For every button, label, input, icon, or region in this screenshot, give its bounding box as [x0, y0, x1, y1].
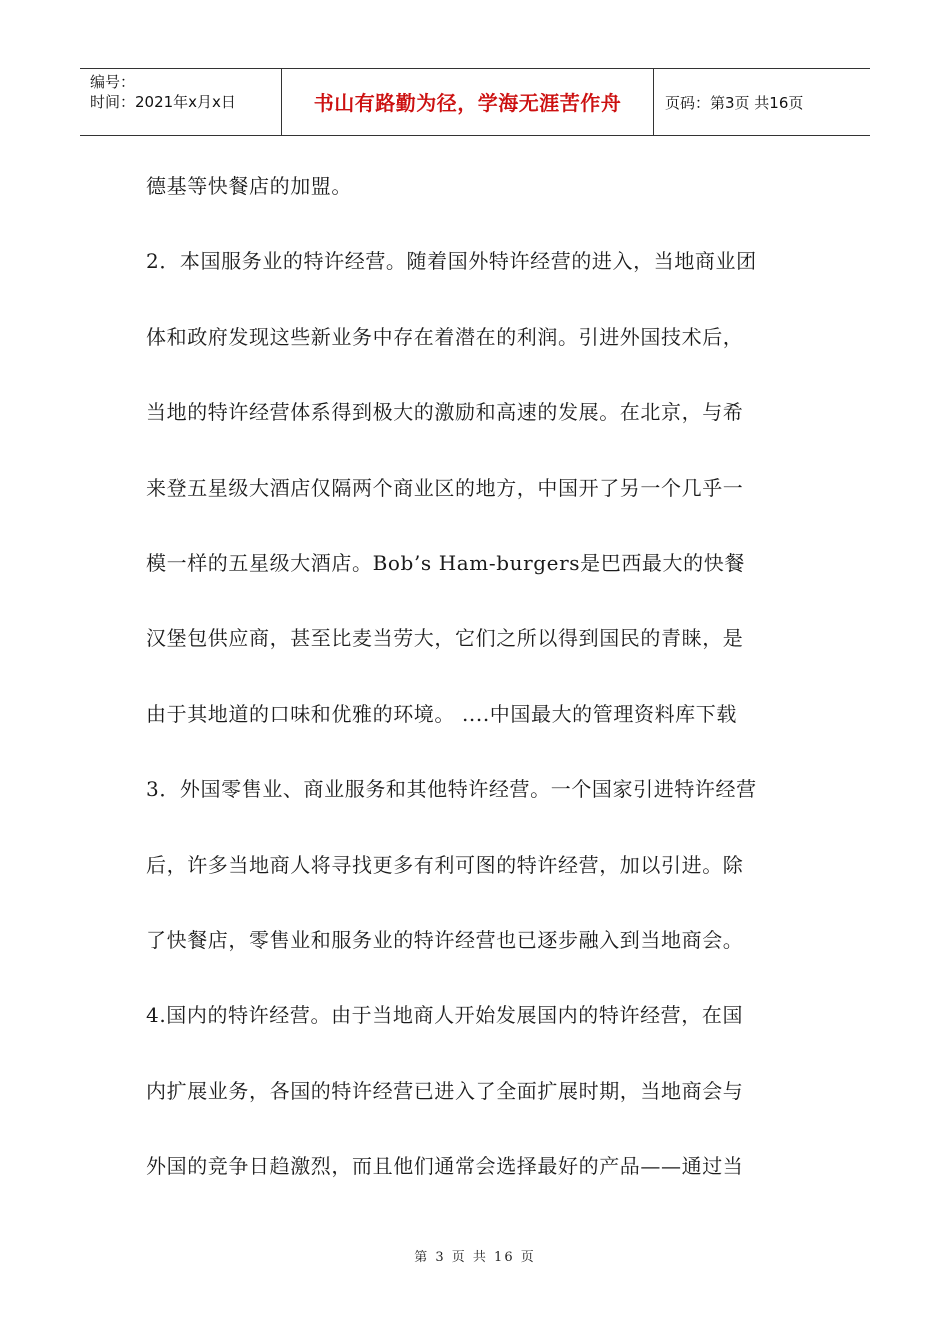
body-line: 模一样的五星级大酒店。Bob’s Ham-burgers是巴西最大的快餐: [146, 550, 745, 575]
body-line: 外国的竞争日趋激烈，而且他们通常会选择最好的产品——通过当: [146, 1154, 744, 1179]
header-meta-cell: [80, 69, 282, 135]
body-line: 内扩展业务，各国的特许经营已进入了全面扩展时期，当地商会与: [146, 1078, 744, 1103]
body-line: 汉堡包供应商，甚至比麦当劳大，它们之所以得到国民的青睐，是: [146, 626, 744, 651]
body-line: 了快餐店，零售业和服务业的特许经营也已逐步融入到当地商会。: [146, 927, 744, 952]
body-line: 后，许多当地商人将寻找更多有利可图的特许经营，加以引进。除: [146, 852, 744, 877]
body-line: 当地的特许经营体系得到极大的激励和高速的发展。在北京，与希: [146, 400, 744, 425]
header-slogan: 书山有路勤为径，学海无涯苦作舟: [313, 91, 622, 115]
body-line: 4.国内的特许经营。由于当地商人开始发展国内的特许经营，在国: [146, 1003, 744, 1028]
body-line: 3．外国零售业、商业服务和其他特许经营。一个国家引进特许经营: [146, 777, 757, 802]
document-date-label: 时间：2021年x月x日: [90, 93, 236, 111]
body-line: 由于其地道的口味和优雅的环境。 ....中国最大的管理资料库下载: [146, 701, 737, 726]
page-footer: 第 3 页 共 16 页: [414, 1250, 536, 1265]
body-line: 来登五星级大酒店仅隔两个商业区的地方，中国开了另一个几乎一: [146, 475, 744, 500]
header-slogan-cell: [282, 69, 654, 135]
body-line: 2．本国服务业的特许经营。随着国外特许经营的进入，当地商业团: [146, 249, 757, 274]
document-body: [146, 160, 826, 1215]
header-page-cell: [654, 69, 870, 135]
body-line: 德基等快餐店的加盟。: [146, 174, 352, 198]
header-page-info: 页码：第3页 共16页: [665, 94, 804, 112]
page-header: [80, 68, 870, 136]
document-number-label: 编号：: [90, 73, 136, 91]
body-line: 体和政府发现这些新业务中存在着潜在的利润。引进外国技术后，: [146, 324, 744, 349]
